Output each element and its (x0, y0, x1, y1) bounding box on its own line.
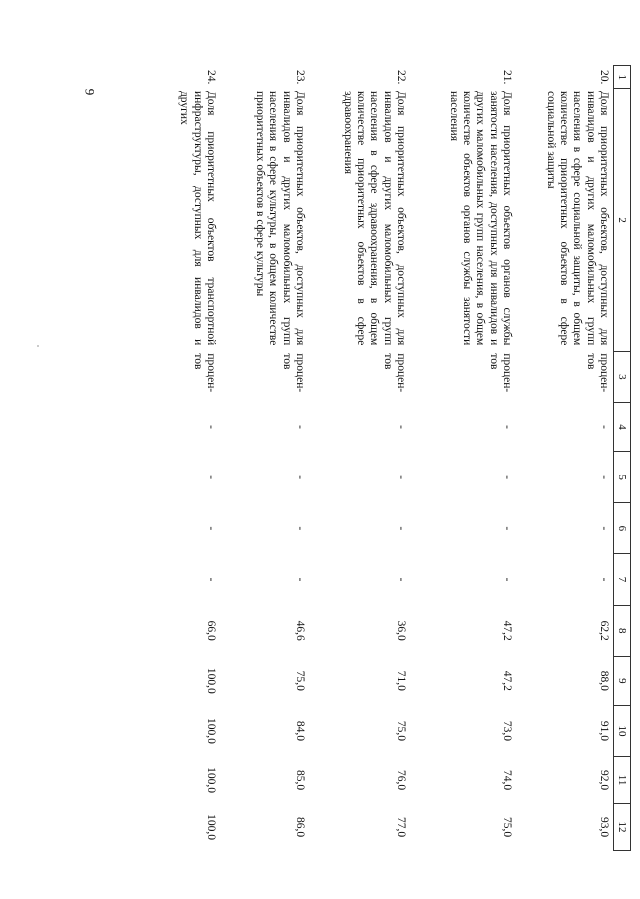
value-cell: - (395, 577, 407, 582)
value-cell: - (205, 425, 217, 429)
value-cell: 75,0 (395, 720, 407, 742)
row-number: 20. (598, 70, 610, 85)
column-header: 4 (614, 403, 631, 452)
value-cell: 71,0 (395, 670, 407, 691)
value-cell: 62,2 (598, 620, 610, 641)
value-cell: 86,0 (294, 816, 306, 838)
value-cell: - (294, 526, 306, 531)
value-cell: 73,0 (501, 720, 513, 742)
value-cell: - (294, 577, 306, 582)
value-cell: 84,0 (294, 720, 306, 742)
value-cell: 77,0 (395, 816, 407, 838)
table-row (410, 66, 516, 851)
column-header: 5 (614, 452, 631, 503)
indicator-description: Доля приоритетных объектов, доступных для инвалидов и других маломобильных групп населения в сфере здравоохранения, в общем количестве приоритетных объектов в сфере здравоохранения (341, 90, 407, 346)
value-cell: 85,0 (294, 769, 306, 791)
value-cell: - (598, 526, 610, 531)
unit-cell: процен-тов (191, 353, 217, 393)
table-row (309, 66, 410, 851)
value-cell: 66,0 (205, 620, 217, 641)
value-cell: - (501, 475, 513, 480)
unit-cell: процен-тов (584, 353, 610, 393)
value-cell: - (205, 475, 217, 480)
value-cell: 74,0 (501, 769, 513, 791)
column-header: 8 (614, 605, 631, 656)
value-cell: - (501, 526, 513, 531)
value-cell: 88,0 (598, 670, 610, 691)
column-header: 10 (614, 705, 631, 756)
value-cell: 75,0 (501, 816, 513, 838)
table-row (149, 66, 220, 851)
indicator-description: Доля приоритетных объектов органов службы занятости населения, доступных для инвалидов и других маломобильных групп населения, в общем количестве объектов органов службы занятости населения (447, 90, 513, 346)
column-header: 11 (614, 757, 631, 804)
value-cell: 36,0 (395, 620, 407, 641)
value-cell: - (395, 425, 407, 429)
value-cell: 76,0 (395, 769, 407, 791)
value-cell: - (598, 425, 610, 429)
value-cell: 46,6 (294, 620, 306, 641)
value-cell: 92,0 (598, 769, 610, 791)
row-number: 21. (501, 70, 513, 85)
value-cell: 47,2 (501, 670, 513, 691)
value-cell: - (501, 577, 513, 582)
indicator-table (149, 65, 631, 851)
column-header: 2 (614, 89, 631, 351)
value-cell: - (395, 475, 407, 480)
column-header: 9 (614, 656, 631, 705)
unit-cell: процен-тов (381, 353, 407, 393)
scan-speck (37, 345, 39, 347)
column-number-header (614, 66, 631, 851)
page-number: 9 (82, 88, 98, 96)
value-cell: - (501, 425, 513, 429)
unit-cell: процен-тов (280, 353, 306, 393)
value-cell: - (294, 475, 306, 480)
value-cell: - (598, 577, 610, 582)
table-row (220, 66, 309, 851)
value-cell: - (294, 425, 306, 429)
value-cell: 100,0 (205, 667, 217, 694)
value-cell: 75,0 (294, 670, 306, 691)
rotated-table-wrapper (112, 65, 631, 851)
indicator-description: Доля приоритетных объектов, доступных для инвалидов и других маломобильных групп населения в сфере социальной защиты, в общем количестве приоритетных объектов в сфере социальной защиты (544, 90, 610, 346)
row-number: 22. (395, 70, 407, 85)
value-cell: 93,0 (598, 816, 610, 838)
value-cell: - (205, 526, 217, 531)
row-number: 24. (205, 70, 217, 85)
indicator-description: Доля приоритетных объектов транспортной инфраструктуры, доступных для инвалидов и других (178, 90, 217, 346)
value-cell: 100,0 (205, 767, 217, 793)
value-cell: 91,0 (598, 720, 610, 742)
unit-cell: процен-тов (487, 353, 513, 393)
value-cell: 47,2 (501, 620, 513, 641)
value-cell: 100,0 (205, 814, 217, 840)
column-header: 3 (614, 351, 631, 402)
value-cell: - (205, 577, 217, 582)
column-header: 12 (614, 804, 631, 851)
column-header: 6 (614, 503, 631, 554)
column-header: 7 (614, 554, 631, 605)
table-row (516, 66, 614, 851)
row-number: 23. (294, 70, 306, 85)
value-cell: 100,0 (205, 718, 217, 744)
value-cell: - (395, 526, 407, 531)
indicator-description: Доля приоритетных объектов, доступных для инвалидов и других маломобильных групп населения в сфере культуры, в общем количестве приоритетных объектов в сфере культуры (254, 90, 306, 346)
value-cell: - (598, 475, 610, 480)
column-header: 1 (614, 66, 631, 89)
